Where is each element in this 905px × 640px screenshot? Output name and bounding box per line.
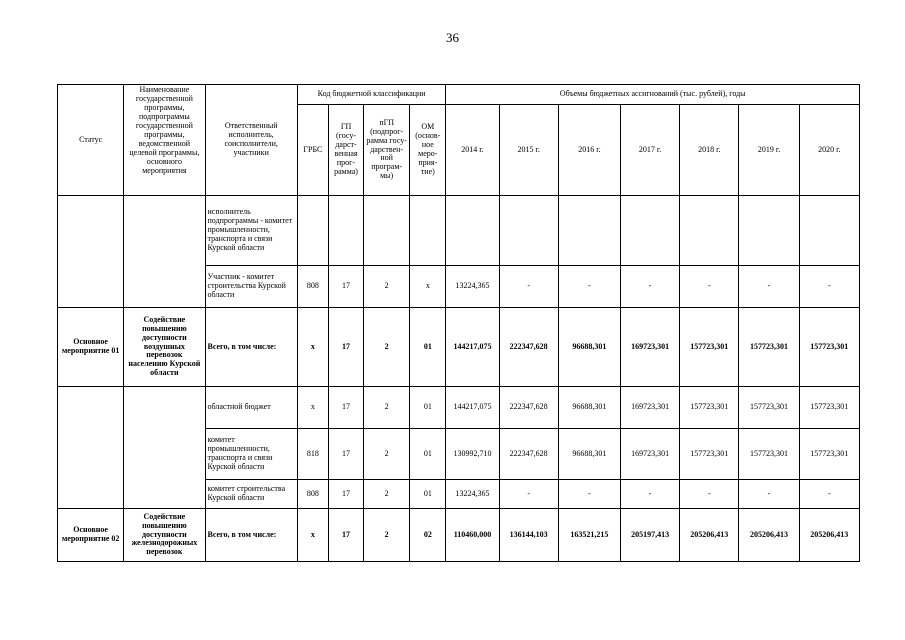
value-cell: 222347,628 [499, 429, 558, 480]
value-cell: 157723,301 [739, 308, 799, 387]
responsible-cell: исполнитель подпрограммы - комитет промышленности, транспорта и связи Курской области [205, 196, 297, 266]
header-responsible: Ответственный исполнитель, соисполнители, участники [205, 85, 297, 196]
value-cell: - [499, 480, 558, 509]
value-cell [446, 196, 499, 266]
value-cell: 130992,710 [446, 429, 499, 480]
name-cell [124, 387, 205, 509]
header-status: Статус [58, 85, 124, 196]
value-cell [621, 196, 680, 266]
value-cell: 13224,365 [446, 480, 499, 509]
value-cell: 96688,301 [558, 429, 620, 480]
value-cell [799, 196, 859, 266]
value-cell: - [739, 266, 799, 308]
om-cell [410, 196, 446, 266]
pgp-cell: 2 [364, 429, 410, 480]
name-cell [124, 196, 205, 308]
om-cell: 01 [410, 308, 446, 387]
value-cell: 96688,301 [558, 387, 620, 429]
value-cell: 157723,301 [799, 308, 859, 387]
value-cell: 163521,215 [558, 509, 620, 562]
responsible-cell: комитет промышленности, транспорта и связи Курской области [205, 429, 297, 480]
value-cell: 205197,413 [621, 509, 680, 562]
value-cell [739, 196, 799, 266]
gp-cell: 17 [328, 387, 363, 429]
value-cell: - [558, 480, 620, 509]
value-cell: - [680, 266, 739, 308]
grbs-cell: 808 [297, 266, 328, 308]
value-cell: - [499, 266, 558, 308]
page-number: 36 [446, 30, 459, 45]
header-year: 2019 г. [739, 105, 799, 196]
status-cell [58, 196, 124, 308]
name-cell: Содействие повышению доступности воздушных перевозок населению Курской области [124, 308, 205, 387]
grbs-cell: х [297, 308, 328, 387]
gp-cell: 17 [328, 480, 363, 509]
value-cell: 157723,301 [739, 429, 799, 480]
value-cell: - [680, 480, 739, 509]
header-row-1 [58, 85, 860, 105]
value-cell: 205206,413 [680, 509, 739, 562]
budget-allocation-table [57, 84, 860, 562]
value-cell: 157723,301 [680, 429, 739, 480]
responsible-cell: комитет строительства Курской области [205, 480, 297, 509]
value-cell [558, 196, 620, 266]
value-cell: - [621, 480, 680, 509]
header-year: 2015 г. [499, 105, 558, 196]
pgp-cell: 2 [364, 387, 410, 429]
value-cell: 157723,301 [799, 429, 859, 480]
responsible-cell: Всего, в том числе: [205, 509, 297, 562]
value-cell: 205206,413 [799, 509, 859, 562]
responsible-cell: областной бюджет [205, 387, 297, 429]
pgp-cell: 2 [364, 308, 410, 387]
value-cell: 222347,628 [499, 387, 558, 429]
header-volumes-group: Объемы бюджетных ассигнований (тыс. рублей), годы [446, 85, 860, 105]
value-cell: 144217,075 [446, 308, 499, 387]
value-cell: 205206,413 [739, 509, 799, 562]
grbs-cell [297, 196, 328, 266]
gp-cell [328, 196, 363, 266]
gp-cell: 17 [328, 509, 363, 562]
grbs-cell: 818 [297, 429, 328, 480]
value-cell [499, 196, 558, 266]
value-cell: 144217,075 [446, 387, 499, 429]
header-year: 2017 г. [621, 105, 680, 196]
pgp-cell [364, 196, 410, 266]
value-cell: - [739, 480, 799, 509]
value-cell [680, 196, 739, 266]
header-grbs: ГРБС [297, 105, 328, 196]
value-cell: 157723,301 [680, 387, 739, 429]
gp-cell: 17 [328, 308, 363, 387]
responsible-cell: Участник - комитет строительства Курской области [205, 266, 297, 308]
value-cell: 169723,301 [621, 429, 680, 480]
pgp-cell: 2 [364, 509, 410, 562]
status-cell [58, 387, 124, 509]
value-cell: - [621, 266, 680, 308]
gp-cell: 17 [328, 429, 363, 480]
value-cell: 13224,365 [446, 266, 499, 308]
om-cell: 02 [410, 509, 446, 562]
om-cell: 01 [410, 429, 446, 480]
value-cell: - [799, 266, 859, 308]
grbs-cell: 808 [297, 480, 328, 509]
om-cell: 01 [410, 387, 446, 429]
value-cell: 222347,628 [499, 308, 558, 387]
table-row [58, 196, 860, 266]
header-gp: ГП (госу-дарст-венная прог-рамма) [328, 105, 363, 196]
value-cell: 96688,301 [558, 308, 620, 387]
value-cell: - [558, 266, 620, 308]
table-row [58, 308, 860, 387]
pgp-cell: 2 [364, 266, 410, 308]
value-cell: 169723,301 [621, 308, 680, 387]
om-cell: 01 [410, 480, 446, 509]
value-cell: 136144,103 [499, 509, 558, 562]
header-om: ОМ (основ-ное меро-прия-тие) [410, 105, 446, 196]
table-row [58, 387, 860, 429]
status-cell: Основное мероприятие 02 [58, 509, 124, 562]
responsible-cell: Всего, в том числе: [205, 308, 297, 387]
header-name: Наименование государственной программы, подпрограммы государственной программы, ведомственной целевой программы, основного мероприятия [124, 85, 205, 196]
grbs-cell: х [297, 509, 328, 562]
header-year: 2020 г. [799, 105, 859, 196]
header-year: 2018 г. [680, 105, 739, 196]
value-cell: 157723,301 [799, 387, 859, 429]
name-cell: Содействие повышению доступности железнодорожных перевозок [124, 509, 205, 562]
om-cell: х [410, 266, 446, 308]
header-budget-code-group: Код бюджетной классификации [297, 85, 446, 105]
header-year: 2014 г. [446, 105, 499, 196]
value-cell: - [799, 480, 859, 509]
header-year: 2016 г. [558, 105, 620, 196]
value-cell: 169723,301 [621, 387, 680, 429]
header-pgp: пГП (подпрог-рамма госу-дарствен-ной програм-мы) [364, 105, 410, 196]
table-row [58, 509, 860, 562]
status-cell: Основное мероприятие 01 [58, 308, 124, 387]
pgp-cell: 2 [364, 480, 410, 509]
value-cell: 157723,301 [739, 387, 799, 429]
gp-cell: 17 [328, 266, 363, 308]
value-cell: 157723,301 [680, 308, 739, 387]
value-cell: 110460,000 [446, 509, 499, 562]
grbs-cell: х [297, 387, 328, 429]
